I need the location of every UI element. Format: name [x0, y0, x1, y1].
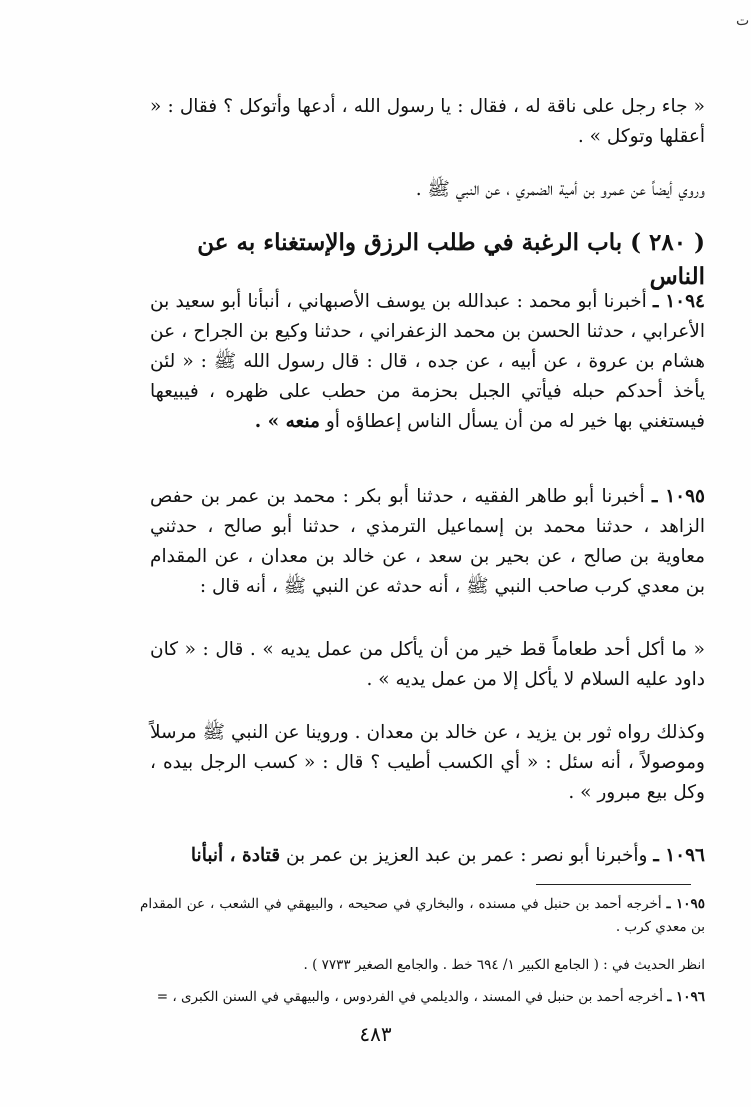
paragraph-bold-text: منعه » . — [254, 411, 320, 432]
hadith-continuation-paragraph — [150, 92, 705, 152]
hadith-number: ١٠٩٤ ـ — [653, 291, 705, 312]
footnote-number: ١٠٩٦ ـ — [667, 989, 705, 1005]
hadith-number: ١٠٩٦ ـ — [653, 845, 705, 866]
footnote-reference — [140, 954, 705, 977]
hadith-quote-paragraph — [150, 635, 705, 695]
narration-note-paragraph — [150, 175, 705, 205]
footnote-text: أخرجه أحمد بن حنبل في مسنده ، والبخاري في صحيحه ، والبيهقي في الشعب ، عن المقدام بن معدي كرب . — [140, 896, 705, 935]
paragraph-text: « جاء رجل على ناقة له ، فقال : يا رسول الله ، أدعها وأتوكل ؟ فقال : « أعقلها وتوكل » . — [150, 96, 705, 147]
paragraph-text: « ما أكل أحد طعاماً قط خير من أن يأكل من عمل يديه » . قال : « كان داود عليه السلام لا يأكل إلا من عمل يديه » . — [150, 639, 705, 690]
paragraph-text: أخبرنا أبو محمد : عبدالله بن يوسف الأصبهاني ، أنبأنا أبو سعيد بن الأعرابي ، حدثنا الحسن بن محمد الزعفراني ، حدثنا وكيع بن الجراح ، عن هشام بن عروة ، عن أبيه ، عن جده ، قال : قال رسول الله ﷺ : « لئن يأخذ أحدكم حبله فيأتي الجبل بحزمة من حطب على ظهره ، فيبيعها فيستغني بها خير له من أن يسأل الناس إعطاؤه أو — [150, 291, 705, 432]
paragraph-text: وكذلك رواه ثور بن يزيد ، عن خالد بن معدان . وروينا عن النبي ﷺ مرسلاً وموصولاً ، أنه سئل : « أي الكسب أطيب ؟ قال : « كسب الرجل بيده ، وكل بيع مبرور » . — [150, 722, 705, 803]
footnote-text: انظر الحديث في : ( الجامع الكبير ١/ ٦٩٤ خط . والجامع الصغير ٧٧٣٣ ) . — [303, 957, 705, 973]
page-number: ٤٨٣ — [359, 1022, 392, 1046]
paragraph-bold-text: قتادة ، أنبأنا — [190, 845, 281, 866]
corner-mark: ﺕ — [736, 13, 750, 29]
paragraph-text: وروي أيضاً عن عمرو بن أمية الضمري ، عن النبي ﷺ . — [415, 179, 705, 200]
hadith-1095-paragraph — [150, 482, 705, 602]
hadith-1096-paragraph — [150, 841, 705, 871]
footnote-1096 — [140, 986, 705, 1009]
narration-paragraph — [150, 718, 705, 808]
paragraph-text: وأخبرنا أبو نصر : عمر بن عبد العزيز بن عمر بن — [285, 845, 648, 866]
chapter-heading: ( ٢٨٠ ) باب الرغبة في طلب الرزق والإستغناء به عن الناس — [197, 229, 705, 290]
footnote-1095 — [140, 893, 705, 939]
paragraph-text: أخبرنا أبو طاهر الفقيه ، حدثنا أبو بكر : محمد بن عمر بن حفص الزاهد ، حدثنا محمد بن إسماعيل الترمذي ، حدثنا أبو صالح ، حدثني معاوية بن صالح ، عن بحير بن سعد ، عن خالد بن معدان ، عن المقدام بن معدي كرب صاحب النبي ﷺ ، أنه حدثه عن النبي ﷺ ، أنه قال : — [150, 486, 705, 597]
footnote-divider — [536, 884, 691, 885]
hadith-number: ١٠٩٥ ـ — [651, 486, 705, 507]
hadith-1094-paragraph — [150, 287, 705, 437]
footnote-number: ١٠٩٥ ـ — [666, 896, 705, 912]
footnote-text: أخرجه أحمد بن حنبل في المسند ، والديلمي في الفردوس ، والبيهقي في السنن الكبرى ، = — [156, 989, 664, 1005]
